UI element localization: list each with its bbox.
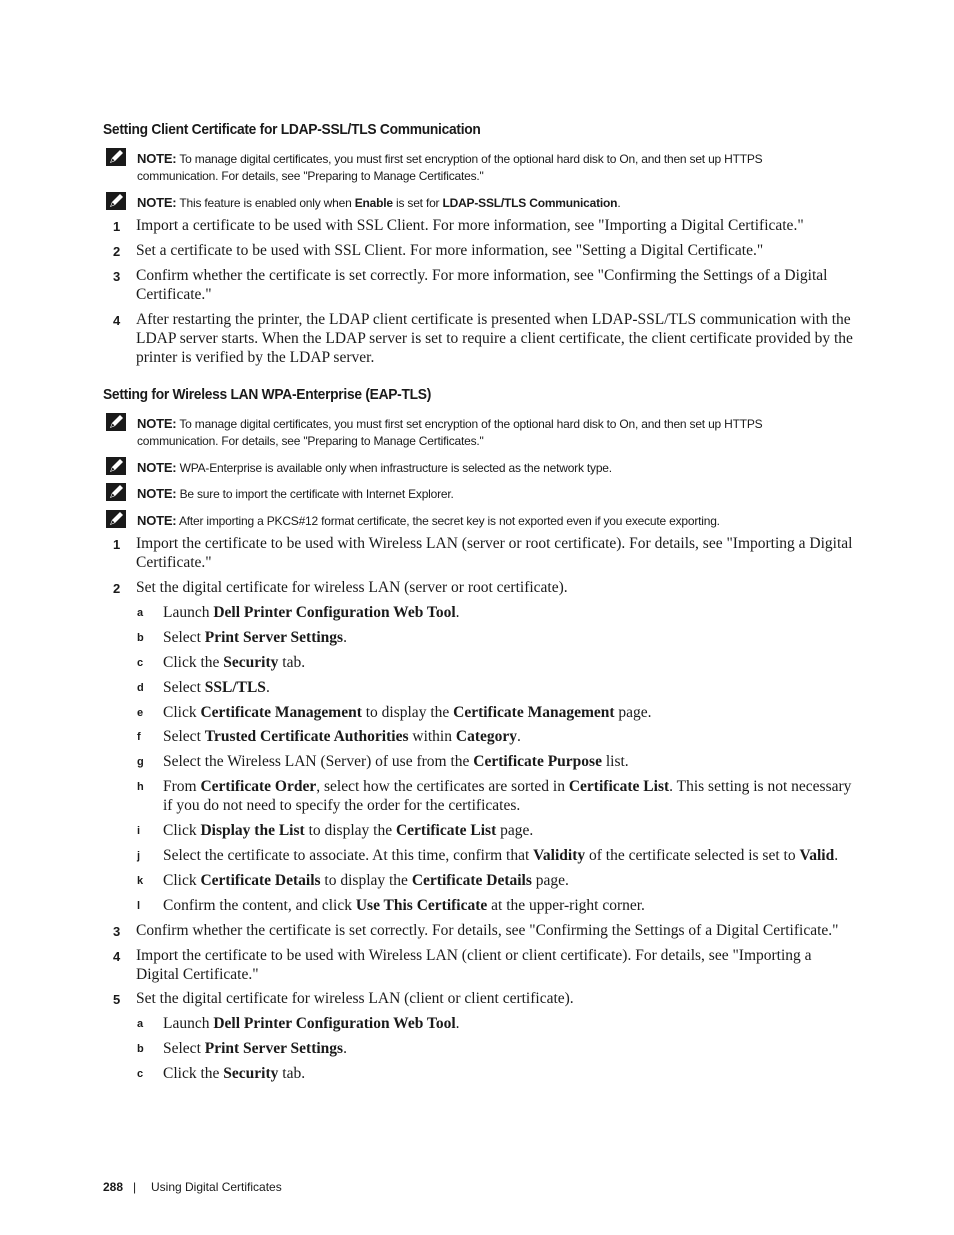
note-pencil-icon xyxy=(106,192,128,212)
substep-letter: g xyxy=(137,756,144,768)
substep-text: Confirm the content, and click Use This Certificate at the upper-right corner. xyxy=(163,897,645,914)
step-text: Import a certificate to be used with SSL Client. For more information, see "Importing a Digital Certificate." xyxy=(136,217,804,234)
substep-letter: e xyxy=(137,707,144,719)
page-number: 288 xyxy=(103,1180,124,1194)
substep-letter: c xyxy=(137,657,144,669)
substep-letter: b xyxy=(137,1043,144,1055)
step-text: Set the digital certificate for wireless LAN (client or client certificate). xyxy=(136,990,574,1007)
footer-title: Using Digital Certificates xyxy=(151,1180,282,1194)
substep-letter: c xyxy=(137,1068,144,1080)
note: NOTE: This feature is enabled only when Enable is set for LDAP-SSL/TLS Communication. xyxy=(137,195,621,210)
footer-separator: | xyxy=(133,1180,137,1194)
note: NOTE: After importing a PKCS#12 format certificate, the secret key is not exported even if you execute exporting. xyxy=(137,513,720,528)
substep-text: Click the Security tab. xyxy=(163,654,306,671)
step-text: Set the digital certificate for wireless LAN (server or root certificate). xyxy=(136,579,568,596)
note: NOTE: To manage digital certificates, you must first set encryption of the optional hard disk to On, and then set up HTTPS communication. For details, see "Preparing to Manage Certificates." xyxy=(137,151,763,183)
note-pencil-icon xyxy=(106,457,128,477)
step-text: Import the certificate to be used with Wireless LAN (client or client certificate). For details, see "Importing a Digital Certificate." xyxy=(136,947,812,983)
substep-letter: j xyxy=(137,850,141,862)
substep-text: Click Display the List to display the Certificate List page. xyxy=(163,822,534,839)
substep-text: Select SSL/TLS. xyxy=(163,679,270,696)
substep-text: Click Certificate Management to display the Certificate Management page. xyxy=(163,704,652,721)
substep-letter: f xyxy=(137,731,141,743)
substep-text: From Certificate Order, select how the certificates are sorted in Certificate List. This setting is not necessary if you do not need to specify the order for the certificates. xyxy=(163,778,852,814)
step-number: 2 xyxy=(113,581,121,596)
note-pencil-icon xyxy=(106,483,128,503)
step-number: 5 xyxy=(113,992,121,1007)
substep-letter: h xyxy=(137,781,144,793)
substep-letter: l xyxy=(137,900,141,912)
note: NOTE: WPA-Enterprise is available only when infrastructure is selected as the network type. xyxy=(137,460,612,475)
section-heading-wireless: Setting for Wireless LAN WPA-Enterprise (EAP-TLS) xyxy=(103,386,432,403)
step-text: Set a certificate to be used with SSL Client. For more information, see "Setting a Digital Certificate." xyxy=(136,242,764,259)
step-number: 2 xyxy=(113,244,121,259)
note: NOTE: To manage digital certificates, you must first set encryption of the optional hard disk to On, and then set up HTTPS communication. For details, see "Preparing to Manage Certificates." xyxy=(137,416,763,448)
substep-text: Click the Security tab. xyxy=(163,1065,306,1082)
substep-text: Select Print Server Settings. xyxy=(163,1040,347,1057)
step-number: 1 xyxy=(113,537,121,552)
substep-text: Select Trusted Certificate Authorities within Category. xyxy=(163,728,521,745)
step-number: 3 xyxy=(113,269,121,284)
note-pencil-icon xyxy=(106,413,128,433)
substep-text: Click Certificate Details to display the Certificate Details page. xyxy=(163,872,569,889)
substep-letter: a xyxy=(137,607,144,619)
step-number: 1 xyxy=(113,219,121,234)
substep-letter: k xyxy=(137,875,144,887)
substep-text: Select the Wireless LAN (Server) of use from the Certificate Purpose list. xyxy=(163,753,629,770)
note-pencil-icon xyxy=(106,510,128,530)
step-number: 4 xyxy=(113,949,121,964)
substep-letter: a xyxy=(137,1018,144,1030)
step-text: After restarting the printer, the LDAP client certificate is presented when LDAP-SSL/TLS communication with the LDAP server starts. When the LDAP server is set to require a client certificate, the client certificate provided by the printer is verified by the LDAP server. xyxy=(136,311,853,366)
substep-text: Launch Dell Printer Configuration Web Tool. xyxy=(163,604,460,621)
step-text: Import the certificate to be used with Wireless LAN (server or root certificate). For details, see "Importing a Digital Certificate." xyxy=(136,535,853,571)
note: NOTE: Be sure to import the certificate with Internet Explorer. xyxy=(137,486,454,501)
substep-letter: d xyxy=(137,682,144,694)
step-text: Confirm whether the certificate is set correctly. For more information, see "Confirming the Settings of a Digital Certificate." xyxy=(136,267,828,303)
step-text: Confirm whether the certificate is set correctly. For details, see "Confirming the Settings of a Digital Certificate." xyxy=(136,922,839,939)
substep-text: Select the certificate to associate. At this time, confirm that Validity of the certificate selected is set to Valid. xyxy=(163,847,839,864)
substep-text: Select Print Server Settings. xyxy=(163,629,347,646)
step-number: 3 xyxy=(113,924,121,939)
step-number: 4 xyxy=(113,313,121,328)
section-heading-ldap: Setting Client Certificate for LDAP-SSL/TLS Communication xyxy=(103,121,481,138)
substep-letter: b xyxy=(137,632,144,644)
note-pencil-icon xyxy=(106,148,128,168)
substep-letter: i xyxy=(137,825,141,837)
substep-text: Launch Dell Printer Configuration Web Tool. xyxy=(163,1015,460,1032)
